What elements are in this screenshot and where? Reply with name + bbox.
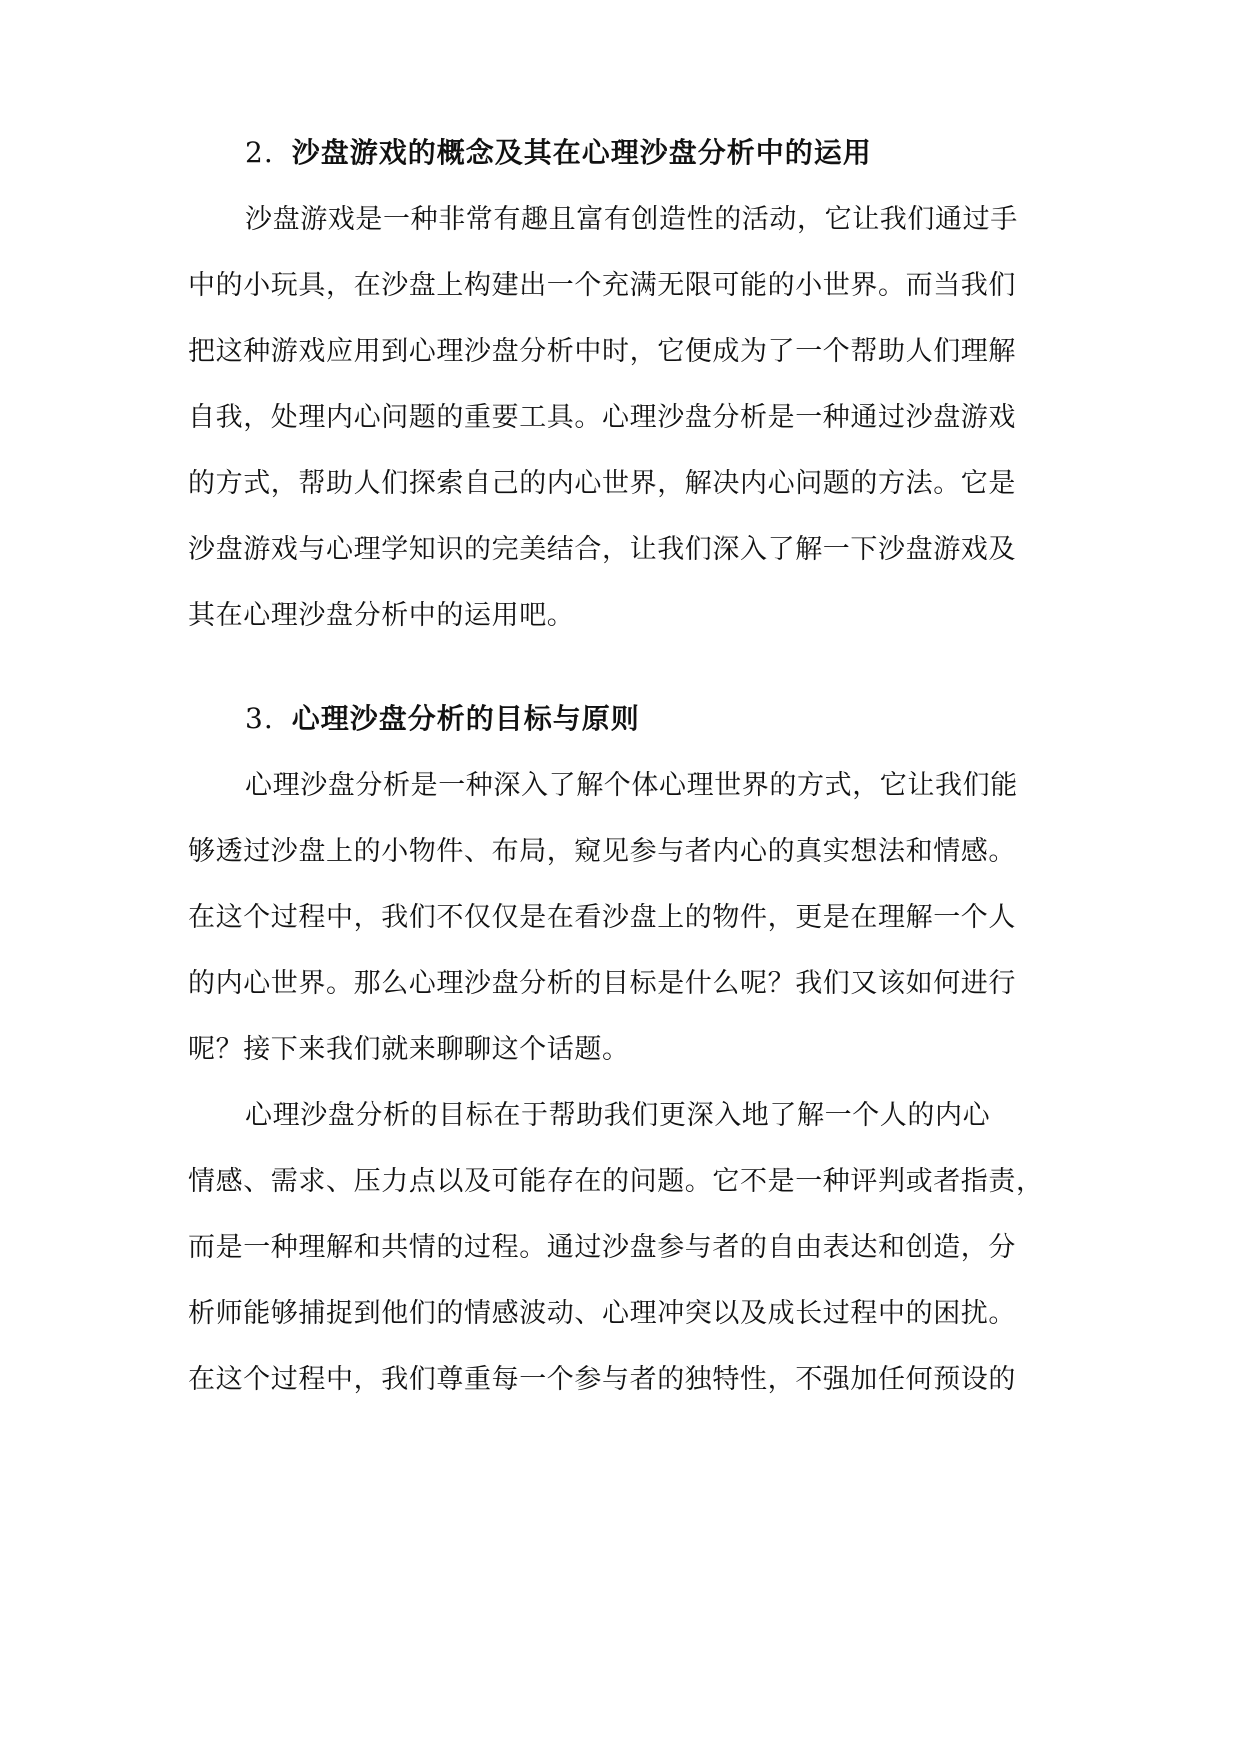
section-2-title: 沙盘游戏的概念及其在心理沙盘分析中的运用 [291,136,872,169]
paragraph-line: 情感、需求、压力点以及可能存在的问题。它不是一种评判或者指责， [188,1166,1044,1197]
section-3-heading [245,699,640,739]
section-3-number: 3. [245,702,274,735]
paragraph-line: 沙盘游戏是一种非常有趣且富有创造性的活动，它让我们通过手 [245,204,1018,235]
section-3-title: 心理沙盘分析的目标与原则 [291,702,640,735]
paragraph-line: 而是一种理解和共情的过程。通过沙盘参与者的自由表达和创造，分 [188,1232,1016,1263]
paragraph-line: 的方式，帮助人们探索自己的内心世界，解决内心问题的方法。它是 [188,468,1016,499]
paragraph-line: 心理沙盘分析是一种深入了解个体心理世界的方式，它让我们能 [245,770,1018,801]
paragraph-line: 沙盘游戏与心理学知识的完美结合，让我们深入了解一下沙盘游戏及 [188,534,1016,565]
paragraph-line: 析师能够捕捉到他们的情感波动、心理冲突以及成长过程中的困扰。 [188,1298,1016,1329]
paragraph-line: 的内心世界。那么心理沙盘分析的目标是什么呢？我们又该如何进行 [188,968,1016,999]
section-2-number: 2. [245,136,274,169]
section-2-heading [245,133,872,173]
paragraph-line: 呢？接下来我们就来聊聊这个话题。 [188,1034,630,1065]
paragraph-line: 自我，处理内心问题的重要工具。心理沙盘分析是一种通过沙盘游戏 [188,402,1016,433]
paragraph-line: 中的小玩具，在沙盘上构建出一个充满无限可能的小世界。而当我们 [188,270,1016,301]
paragraph-line: 在这个过程中，我们不仅仅是在看沙盘上的物件，更是在理解一个人 [188,902,1016,933]
paragraph-line: 在这个过程中，我们尊重每一个参与者的独特性，不强加任何预设的 [188,1364,1016,1395]
paragraph-line: 其在心理沙盘分析中的运用吧。 [188,600,575,631]
paragraph-line: 把这种游戏应用到心理沙盘分析中时，它便成为了一个帮助人们理解 [188,336,1016,367]
paragraph-line: 心理沙盘分析的目标在于帮助我们更深入地了解一个人的内心 [245,1100,991,1131]
paragraph-line: 够透过沙盘上的小物件、布局，窥见参与者内心的真实想法和情感。 [188,836,1016,867]
